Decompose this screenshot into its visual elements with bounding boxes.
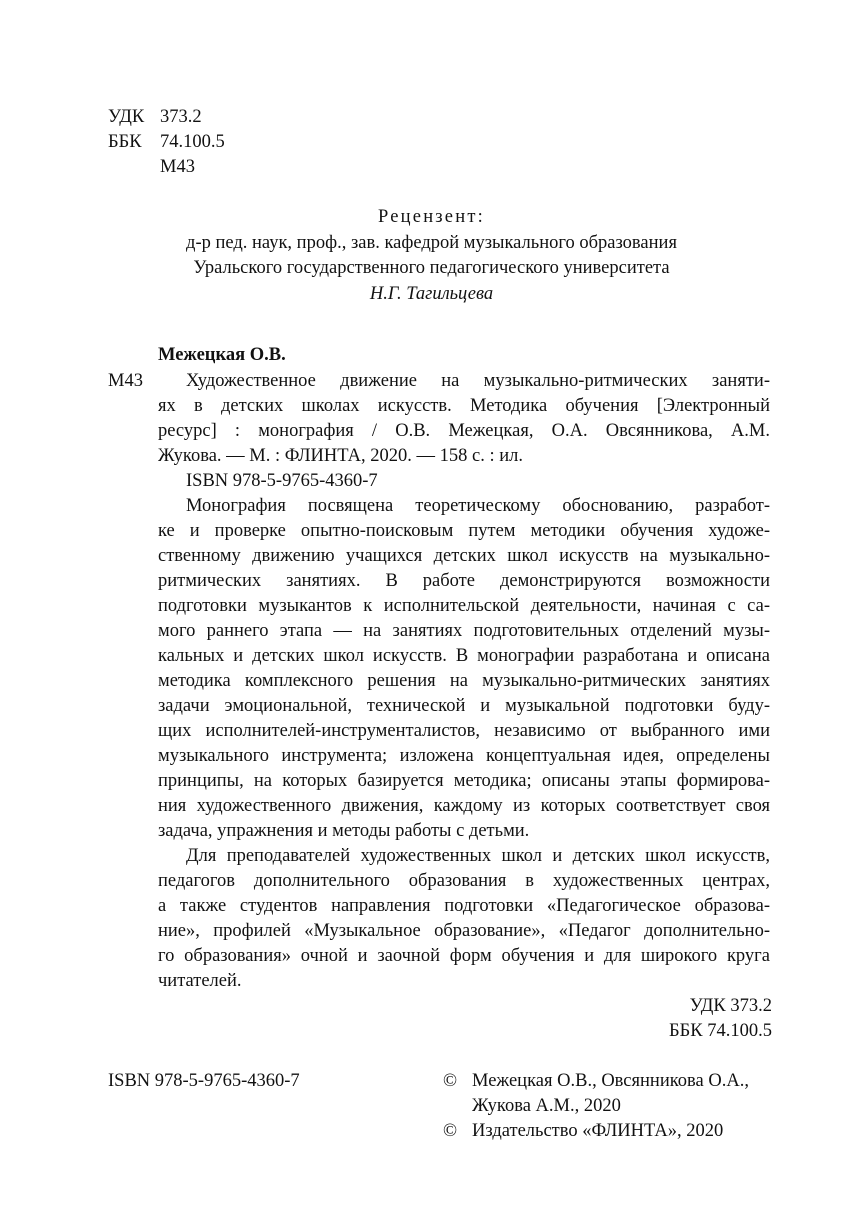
- abstract-line: музыкального инструмента; изложена концептуальная идея, определены: [158, 746, 770, 766]
- audience-line: Для преподавателей художественных школ и детских школ искусств,: [186, 846, 770, 866]
- copyright-publisher: Издательство «ФЛИНТА», 2020: [472, 1121, 724, 1141]
- reviewer-line-1: д-р пед. наук, проф., зав. кафедрой музыкального образования: [186, 233, 677, 253]
- udk-label: УДК: [108, 107, 145, 127]
- audience-line: читателей.: [158, 971, 242, 991]
- audience-line: педагогов дополнительного образования в художественных центрах,: [158, 871, 770, 891]
- description-line: ресурс] : монография / О.В. Межецкая, О.А. Овсянникова, А.М.: [158, 421, 770, 441]
- udk-value: 373.2: [160, 107, 202, 127]
- abstract-line: мого раннего этапа — на занятиях подготовительных отделений музы-: [158, 621, 770, 641]
- entry-mark: М43: [108, 371, 143, 391]
- abstract-line: ке и проверке опытно-поисковым путем методики обучения художе-: [158, 521, 770, 541]
- footer-udk: УДК 373.2: [689, 996, 772, 1016]
- abstract-line: ния художественного движения, каждому из которых соответствует своя: [158, 796, 770, 816]
- copyright-symbol: ©: [443, 1071, 458, 1091]
- description-line: Жукова. — М. : ФЛИНТА, 2020. — 158 с. : ил.: [158, 446, 523, 466]
- entry-isbn: ISBN 978-5-9765-4360-7: [186, 471, 378, 491]
- abstract-line: Монография посвящена теоретическому обоснованию, разработ-: [186, 496, 770, 516]
- audience-line: а также студентов направления подготовки «Педагогическое образова-: [158, 896, 770, 916]
- copyright-symbol: ©: [443, 1121, 458, 1141]
- author-mark: М43: [160, 157, 195, 177]
- abstract-line: принципы, на которых базируется методика; описаны этапы формирова-: [158, 771, 770, 791]
- reviewer-name: Н.Г. Тагильцева: [369, 284, 494, 304]
- abstract-line: кальных и детских школ искусств. В монографии разработана и описана: [158, 646, 770, 666]
- copyright-authors-1: Межецкая О.В., Овсянникова О.А.,: [472, 1071, 749, 1091]
- audience-line: го образования» очной и заочной форм обучения и для широкого круга: [158, 946, 770, 966]
- description-line: ях в детских школах искусств. Методика обучения [Электронный: [158, 396, 770, 416]
- author-heading: Межецкая О.В.: [158, 345, 286, 365]
- abstract-line: методика комплексного решения на музыкально-ритмических занятиях: [158, 671, 770, 691]
- bbk-value: 74.100.5: [160, 132, 225, 152]
- footer-bbk: ББК 74.100.5: [669, 1021, 772, 1041]
- abstract-line: ритмических занятиях. В работе демонстрируются возможности: [158, 571, 770, 591]
- bbk-label: ББК: [108, 132, 142, 152]
- audience-line: ние», профилей «Музыкальное образование», «Педагог дополнительно-: [158, 921, 770, 941]
- abstract-line: подготовки музыкантов к исполнительской деятельности, начиная с са-: [158, 596, 770, 616]
- abstract-line: щих исполнителей-инструменталистов, независимо от выбранного ими: [158, 721, 770, 741]
- copyright-authors-2: Жукова А.М., 2020: [472, 1096, 621, 1116]
- copyright-isbn: ISBN 978-5-9765-4360-7: [108, 1071, 300, 1091]
- reviewer-line-2: Уральского государственного педагогического университета: [193, 258, 670, 278]
- abstract-line: задачи эмоциональной, технической и музыкальной подготовки буду-: [158, 696, 770, 716]
- abstract-line: ственному движению учащихся детских школ искусств на музыкально-: [158, 546, 770, 566]
- description-line: Художественное движение на музыкально-ритмических заняти-: [186, 371, 770, 391]
- reviewer-heading: Рецензент:: [378, 207, 485, 227]
- abstract-line: задача, упражнения и методы работы с детьми.: [158, 821, 530, 841]
